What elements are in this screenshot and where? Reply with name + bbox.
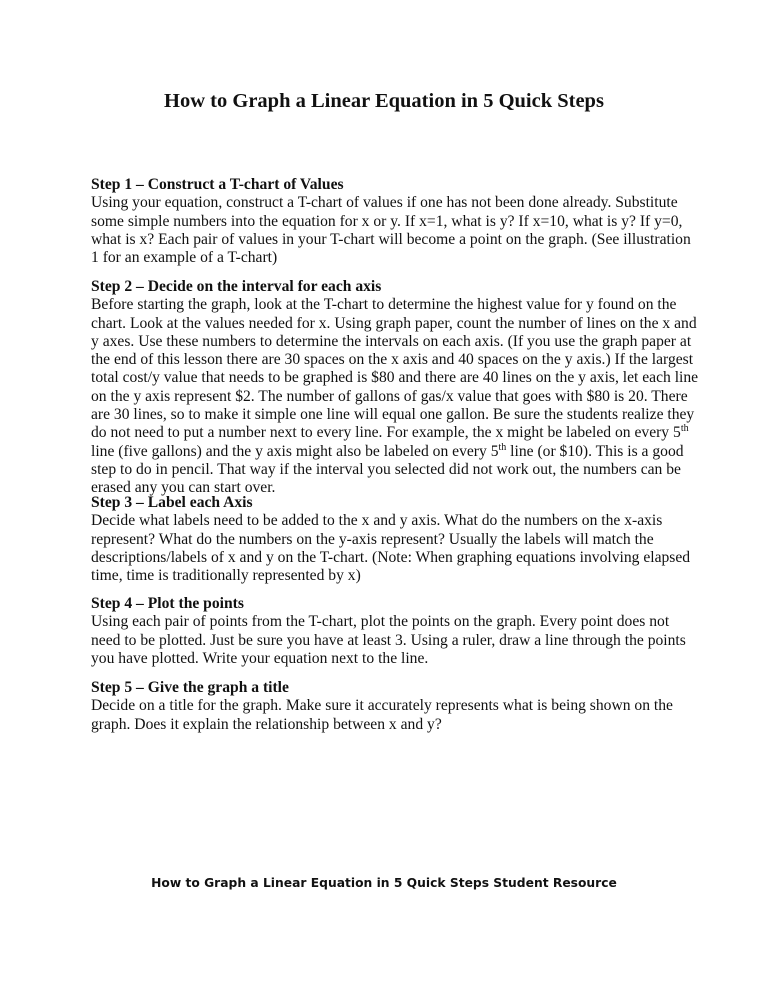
step-3-heading: Step 3 – Label each Axis — [91, 494, 253, 511]
page-footer: How to Graph a Linear Equation in 5 Quick Steps Student Resource — [151, 876, 617, 890]
step-1-section — [91, 176, 701, 267]
step-4-section — [91, 595, 701, 668]
step-4-heading: Step 4 – Plot the points — [91, 595, 244, 612]
step-2-heading: Step 2 – Decide on the interval for each axis — [91, 278, 382, 295]
step-5-body: Decide on a title for the graph. Make sure it accurately represents what is being shown on the graph. Does it explain the relationship between x and y? — [91, 697, 673, 733]
step-1-heading: Step 1 – Construct a T-chart of Values — [91, 176, 344, 193]
step-3-section — [91, 494, 701, 585]
step-3-body: Decide what labels need to be added to the x and y axis. What do the numbers on the x-axis represent? What do the numbers on the y-axis represent? Usually the labels will match the descriptions/labels of x and y on the T-chart. (Note: When graphing equations involving elapsed time, time is traditionally represented by x) — [91, 512, 691, 585]
step-4-body: Using each pair of points from the T-chart, plot the points on the graph. Every point does not need to be plotted. Just be sure you have at least 3. Using a ruler, draw a line through the points you have plotted. Write your equation next to the line. — [91, 613, 686, 667]
step-2-body: Before starting the graph, look at the T-chart to determine the highest value for y found on the chart. Look at the values needed for x. Using graph paper, count the number of lines on the x and y axes. Use these numbers to determine the intervals on each axis. (If you use the graph paper at the end of this lesson there are 30 spaces on the x axis and 40 spaces on the y axis.) If the largest total cost/y value that needs to be graphed is $80 and there are 40 lines on the y axis, let each line on the y axis represent $2. The number of gallons of gas/x value that goes with $80 is 20. There are 30 lines, so to make it simple one line will equal one gallon. Be sure the students realize they do not need to put a number next to every line. For example, the x might be labeled on every 5th line (five gallons) and the y axis might also be labeled on every 5th line (or $10). This is a good step to do in pencil. That way if the interval you selected did not work out, the numbers can be erased any you can start over. — [91, 296, 699, 497]
step-2-section — [91, 278, 701, 498]
step-5-section — [91, 679, 701, 734]
document-title: How to Graph a Linear Equation in 5 Quick Steps — [164, 90, 604, 112]
step-5-heading: Step 5 – Give the graph a title — [91, 679, 289, 696]
step-1-body: Using your equation, construct a T-chart of values if one has not been done already. Substitute some simple numbers into the equation for x or y. If x=1, what is y? If x=10, what is y? If y=0, what is x? Each pair of values in your T-chart will become a point on the graph. (See illustration 1 for an example of a T-chart) — [91, 194, 691, 267]
